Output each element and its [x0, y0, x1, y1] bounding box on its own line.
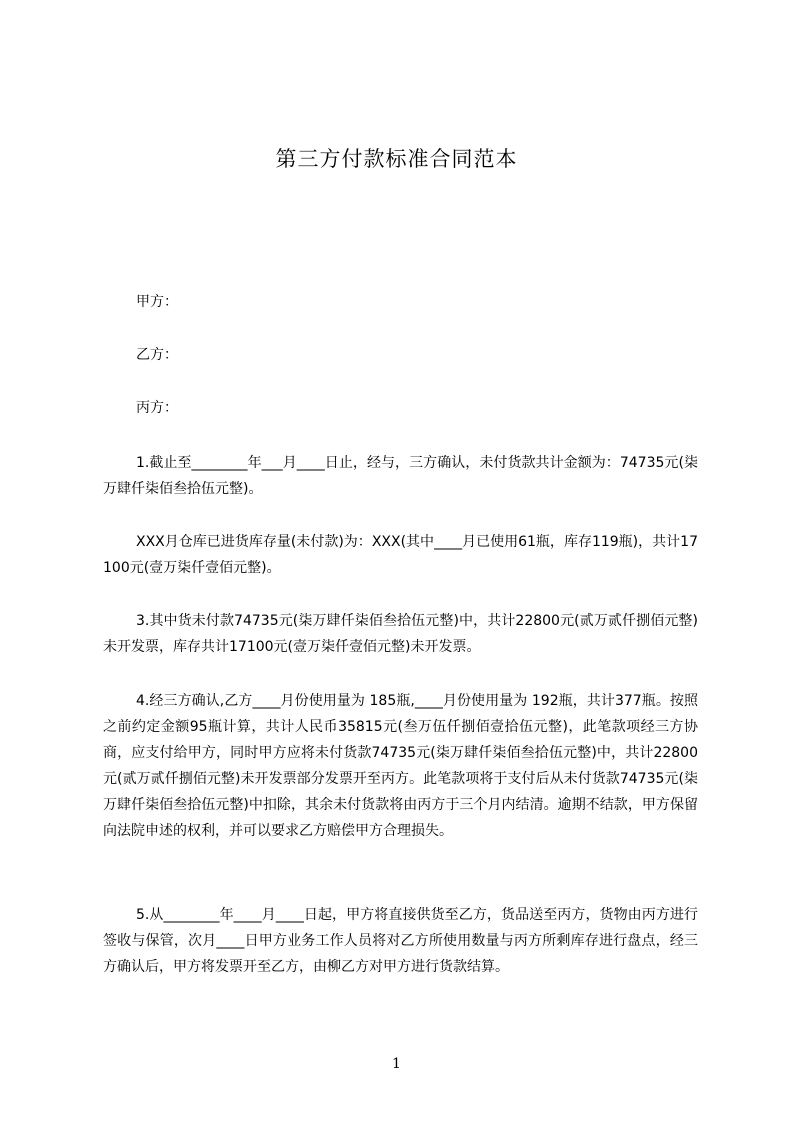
clause-2: XXX月仓库已进货库存量(未付款)为：XXX(其中____月已使用61瓶，库存119瓶)，共计17100元(壹万柒仟壹佰元整)。 [103, 534, 698, 576]
party-a-label: 甲方： [136, 294, 178, 310]
clause-3: 3.其中货未付款74735元(柒万肆仟柒佰叁拾伍元整)中，共计22800元(贰万贰仟捌佰元整)未开发票，库存共计17100元(壹万柒仟壹佰元整)未开发票。 [103, 613, 698, 655]
party-c-label: 丙方： [136, 400, 178, 416]
document-title: 第三方付款标准合同范本 [275, 147, 518, 171]
clause-1: 1.截止至________年___月____日止，经与，三方确认，未付货款共计金额为：74735元(柒万肆仟柒佰叁拾伍元整)。 [103, 455, 698, 497]
clause-5: 5.从________年____月____日起，甲方将直接供货至乙方，货品送至丙方，货物由丙方进行签收与保管，次月____日甲方业务工作人员将对乙方所使用数量与丙方所剩库存进行盘点，经三方确认后，甲方将发票开至乙方，由柳乙方对甲方进行货款结算。 [103, 907, 698, 975]
party-b-label: 乙方： [136, 347, 178, 363]
clause-4: 4.经三方确认,乙方____月份使用量为 185瓶,____月份使用量为 192瓶，共计377瓶。按照之前约定金额95瓶计算，共计人民币35815元(叁万伍仟捌佰壹拾伍元整)，此笔款项经三方协商，应支付给甲方，同时甲方应将未付货款74735元(柒万肆仟柒佰叁拾伍元整)中，共计22800元(贰万贰仟捌佰元整)未开发票部分发票开至丙方。此笔款项将于支付后从未付货款74735元(柒万肆仟柒佰叁拾伍元整)中扣除，其余未付货款将由丙方于三个月内结清。逾期不结款，甲方保留向法院申述的权利，并可以要求乙方赔偿甲方合理损失。 [103, 693, 698, 839]
page-number: 1 [392, 1056, 401, 1072]
